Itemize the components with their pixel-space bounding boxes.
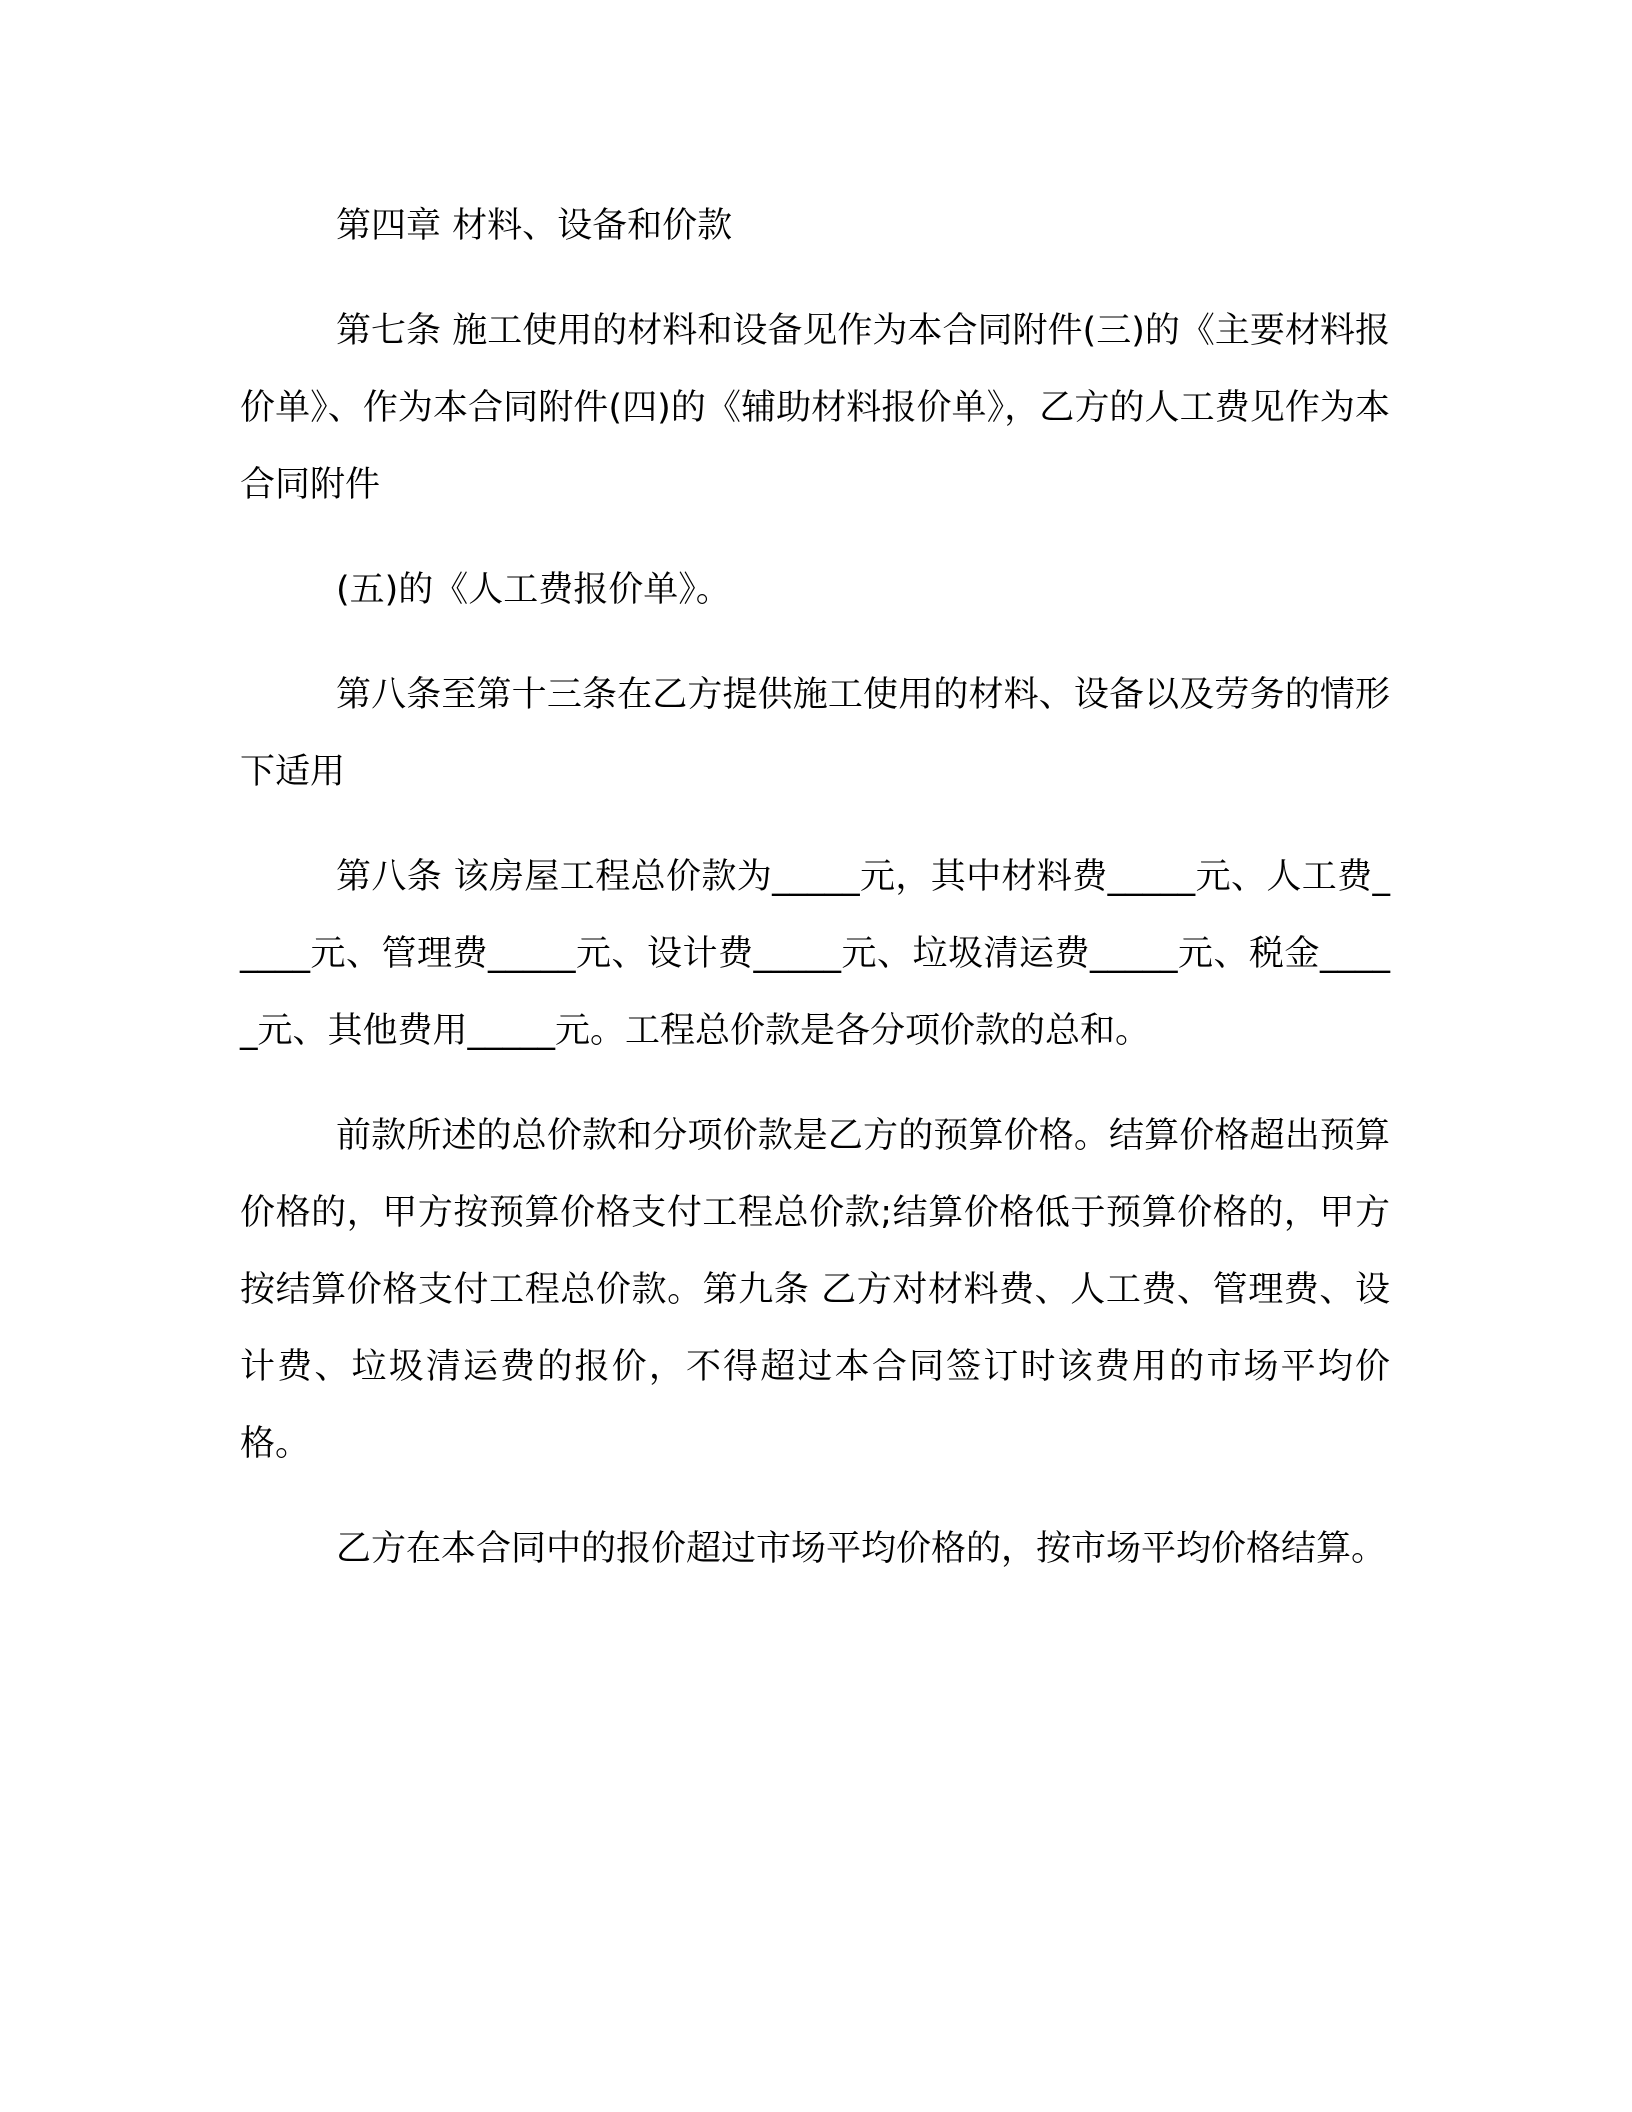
article-7-paragraph: 第七条 施工使用的材料和设备见作为本合同附件(三)的《主要材料报价单》、作为本合同附件(四)的《辅助材料报价单》，乙方的人工费见作为本合同附件 <box>240 311 1390 505</box>
article-8-paragraph: 第八条 该房屋工程总价款为_____元，其中材料费_____元、人工费_____元、管理费_____元、设计费_____元、垃圾清运费_____元、税金_____元、其他费用_____元。工程总价款是各分项价款的总和。 <box>240 857 1390 1051</box>
settlement-paragraph: 乙方在本合同中的报价超过市场平均价格的，按市场平均价格结算。 <box>336 1529 1387 1569</box>
document-body <box>240 188 1390 1616</box>
applicability-paragraph: 第八条至第十三条在乙方提供施工使用的材料、设备以及劳务的情形下适用 <box>240 675 1390 792</box>
budget-price-paragraph: 前款所述的总价款和分项价款是乙方的预算价格。结算价格超出预算价格的，甲方按预算价格支付工程总价款;结算价格低于预算价格的，甲方按结算价格支付工程总价款。第九条 乙方对材料费、人工费、管理费、设计费、垃圾清运费的报价，不得超过本合同签订时该费用的市场平均价格。 <box>240 1116 1390 1464</box>
chapter-heading: 第四章 材料、设备和价款 <box>336 206 733 246</box>
article-7-continuation: (五)的《人工费报价单》。 <box>336 570 731 610</box>
